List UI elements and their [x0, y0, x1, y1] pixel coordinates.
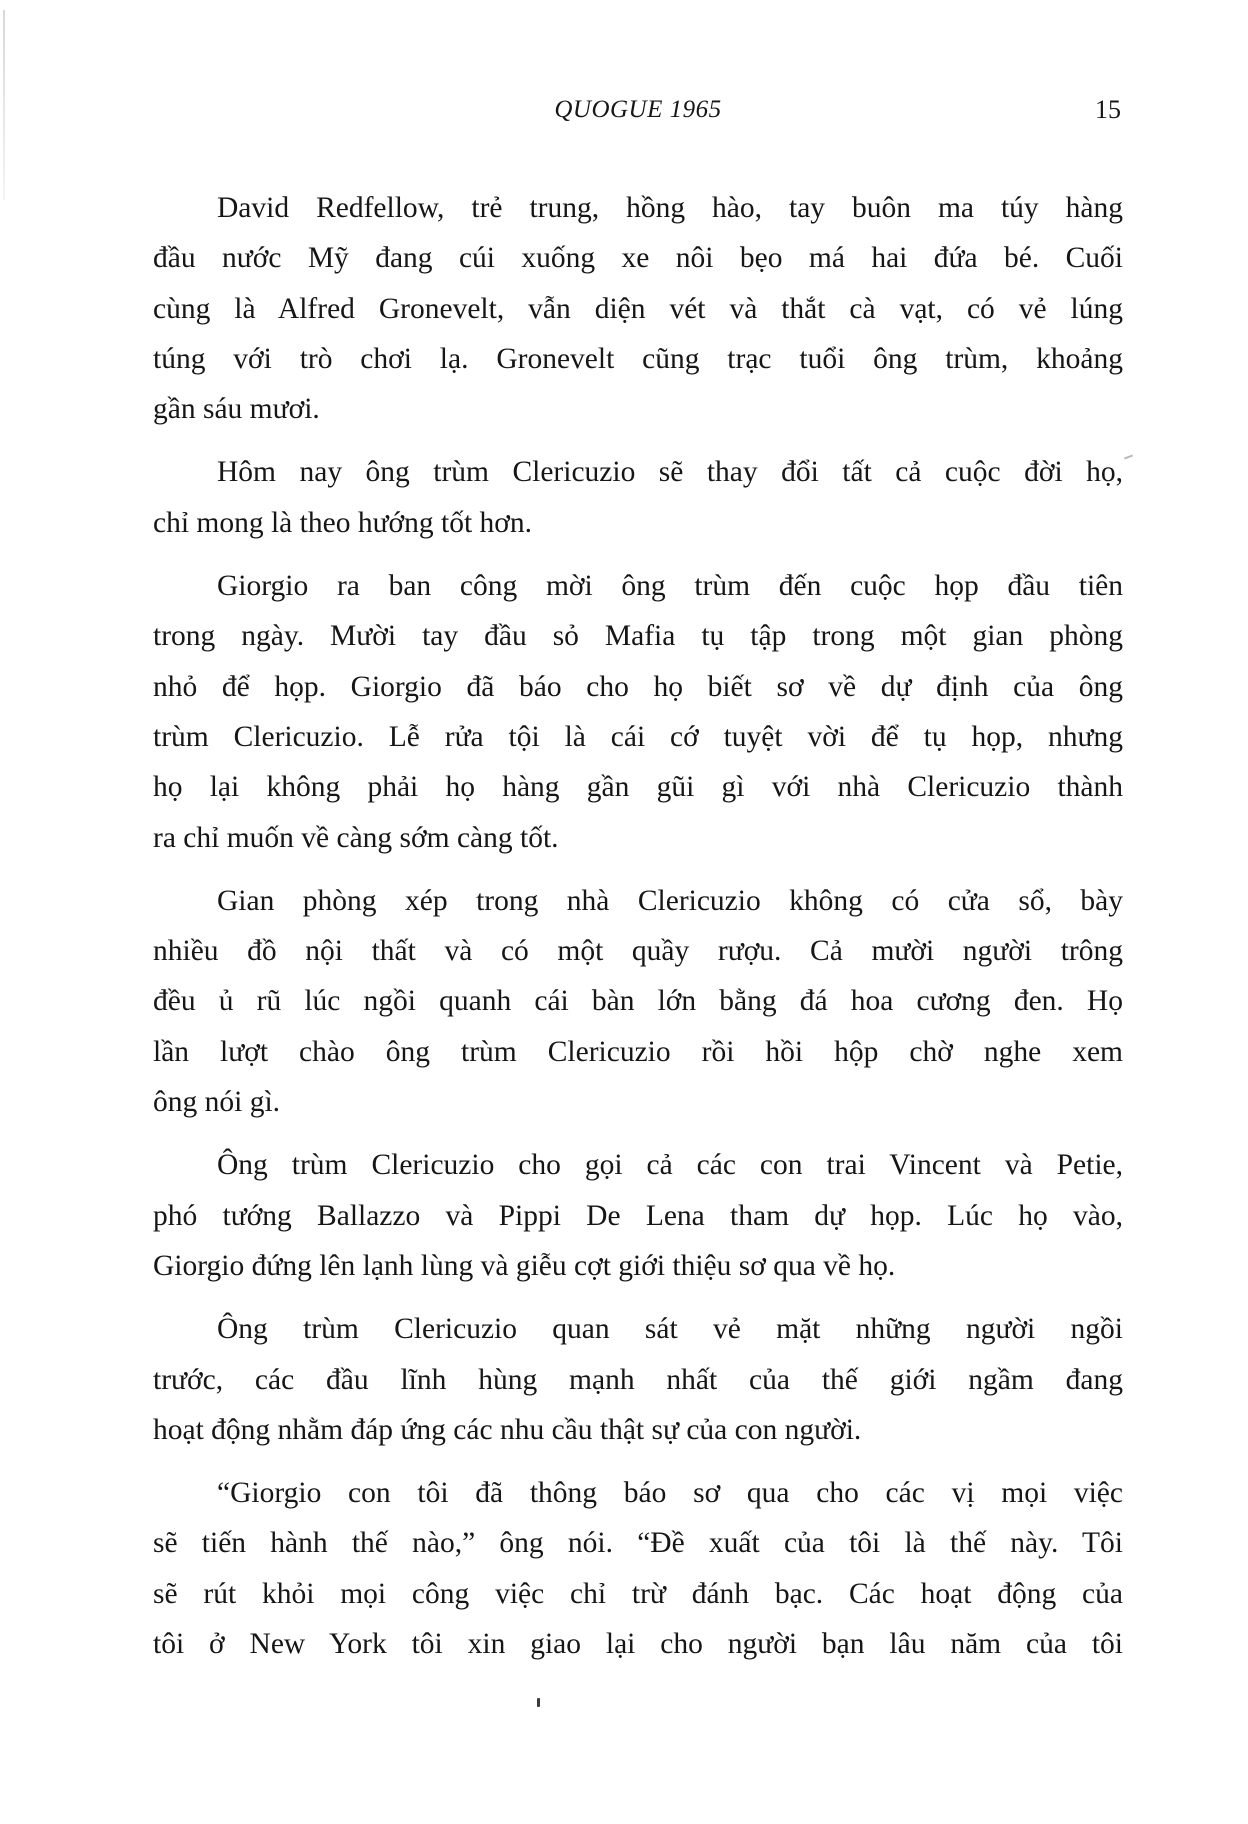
page-number: 15 [1095, 95, 1121, 124]
paragraph [153, 447, 1123, 548]
paragraph [153, 1304, 1123, 1455]
text-line: phó tướng Ballazzo và Pippi De Lena tham dự họp. Lúc họ vào, [153, 1199, 1123, 1232]
paragraph [153, 1140, 1123, 1291]
text-line: ông nói gì. [153, 1086, 281, 1119]
text-line: đầu nước Mỹ đang cúi xuống xe nôi bẹo má hai đứa bé. Cuối [153, 242, 1123, 275]
paragraph [153, 1468, 1123, 1669]
text-line: Hôm nay ông trùm Clericuzio sẽ thay đổi tất cả cuộc đời họ, [217, 456, 1123, 489]
text-line: trong ngày. Mười tay đầu sỏ Mafia tụ tập trong một gian phòng [153, 620, 1123, 653]
paragraph [153, 561, 1123, 863]
text-line: túng với trò chơi lạ. Gronevelt cũng trạc tuổi ông trùm, khoảng [153, 342, 1123, 375]
text-line: trùm Clericuzio. Lễ rửa tội là cái cớ tuyệt vời để tụ họp, nhưng [153, 720, 1123, 753]
scan-edge-line [3, 10, 5, 200]
text-line: trước, các đầu lĩnh hùng mạnh nhất của thế giới ngầm đang [153, 1363, 1123, 1396]
text-line: David Redfellow, trẻ trung, hồng hào, tay buôn ma túy hàng [217, 192, 1123, 224]
text-line: sẽ tiến hành thế nào,” ông nói. “Đề xuất của tôi là thế này. Tôi [153, 1527, 1123, 1560]
text-line: cùng là Alfred Gronevelt, vẫn diện vét và thắt cà vạt, có vẻ lúng [153, 292, 1123, 325]
running-header [153, 93, 1123, 127]
paragraph [153, 183, 1123, 434]
paragraph [153, 876, 1123, 1127]
text-line: Ông trùm Clericuzio quan sát vẻ mặt những người ngồi [217, 1313, 1123, 1346]
running-title: QUOGUE 1965 [554, 96, 722, 123]
text-line: gần sáu mươi. [153, 393, 320, 426]
text-line: nhỏ để họp. Giorgio đã báo cho họ biết sơ về dự định của ông [153, 670, 1123, 703]
text-line: sẽ rút khỏi mọi công việc chỉ trừ đánh bạc. Các hoạt động của [153, 1577, 1123, 1610]
body-text [153, 183, 1123, 1682]
text-line: nhiều đồ nội thất và có một quầy rượu. Cả mười người trông [153, 935, 1123, 968]
text-line: Giorgio đứng lên lạnh lùng và giễu cợt giới thiệu sơ qua về họ. [153, 1249, 896, 1282]
text-line: hoạt động nhằm đáp ứng các nhu cầu thật sự của con người. [153, 1413, 862, 1446]
text-line: đều ủ rũ lúc ngồi quanh cái bàn lớn bằng đá hoa cương đen. Họ [153, 985, 1123, 1018]
text-line: Giorgio ra ban công mời ông trùm đến cuộc họp đầu tiên [217, 570, 1123, 603]
text-line: chỉ mong là theo hướng tốt hơn. [153, 506, 533, 539]
text-line: tôi ở New York tôi xin giao lại cho người bạn lâu năm của tôi [153, 1628, 1123, 1661]
text-line: ra chỉ muốn về càng sớm càng tốt. [153, 821, 559, 854]
text-line: lần lượt chào ông trùm Clericuzio rồi hồi hộp chờ nghe xem [153, 1035, 1123, 1068]
print-tick-mark [537, 1698, 540, 1707]
text-line: Ông trùm Clericuzio cho gọi cả các con trai Vincent và Petie, [217, 1149, 1123, 1182]
text-line: “Giorgio con tôi đã thông báo sơ qua cho các vị mọi việc [217, 1477, 1123, 1510]
text-line: Gian phòng xép trong nhà Clericuzio không có cửa sổ, bày [217, 884, 1123, 917]
scan-artifact-mark [1124, 455, 1133, 460]
text-line: họ lại không phải họ hàng gần gũi gì với nhà Clericuzio thành [153, 771, 1123, 804]
